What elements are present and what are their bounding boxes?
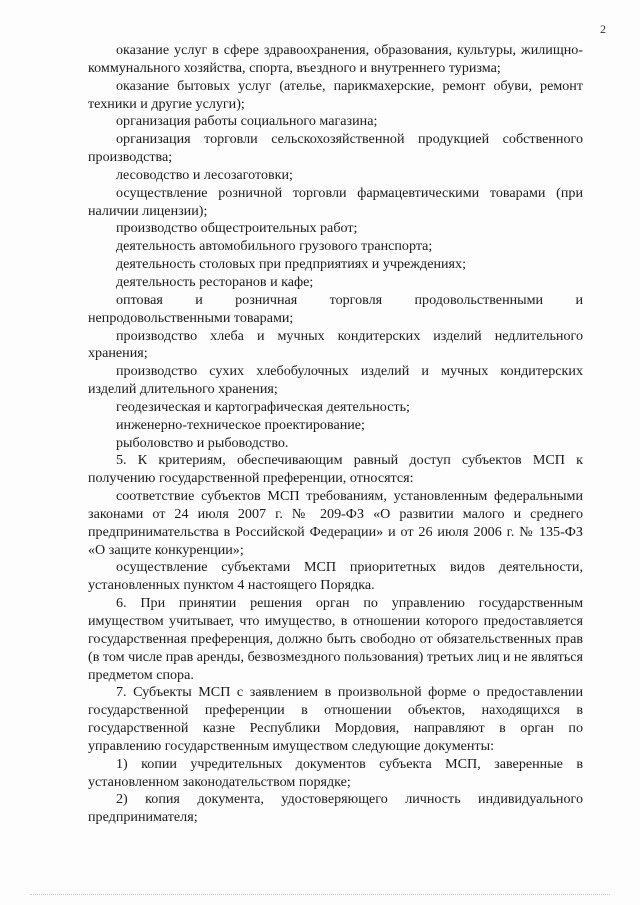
paragraph: деятельность автомобильного грузового транспорта; — [116, 238, 433, 255]
paragraph: оказание услуг в сфере здравоохранения, образования, культуры, жилищно-коммунального хозяйства, спорта, въездного и внутреннего туризма; — [88, 42, 583, 76]
paragraph: 5. К критериям, обеспечивающим равный доступ субъектов МСП к получению государственной преференции, относятся: — [88, 452, 583, 487]
document-body — [88, 42, 583, 827]
paragraph: лесоводство и лесозаготовки; — [116, 166, 293, 183]
paragraph: производство хлеба и мучных кондитерских изделий недлительного хранения; — [88, 327, 583, 362]
paragraph: оказание бытовых услуг (ателье, парикмахерские, ремонт обуви, ремонт техники и другие услуги); — [88, 77, 583, 112]
paragraph: осуществление субъектами МСП приоритетных видов деятельности, установленных пунктом 4 настоящего Порядка. — [88, 559, 583, 594]
paragraph: 1) копии учредительных документов субъекта МСП, заверенные в установленном законодательством порядке; — [88, 755, 583, 790]
paragraph: 6. При принятии решения орган по управлению государственным имуществом учитывает, что имущество, в отношении которого предоставляется государственная преференция, должно быть свободно от обязательственных прав (в том числе прав аренды, безвозмездного пользования) третьих лиц и не являться предметом спора. — [88, 595, 584, 683]
paragraph: 2) копия документа, удостоверяющего личность индивидуального предпринимателя; — [88, 791, 583, 826]
paragraph: 7. Субъекты МСП с заявлением в произвольной форме о предоставлении государственной преференции в отношении объектов, находящихся в государственной казне Республики Мордовия, направляют в орган по управлению государственным имуществом следующие документы: — [88, 684, 583, 754]
paragraph: организация торговли сельскохозяйственной продукцией собственного производства; — [88, 131, 583, 166]
paragraph: производство общестроительных работ; — [116, 220, 358, 237]
paragraph: оптовая и розничная торговля продовольственными и непродовольственными товарами; — [88, 291, 583, 326]
paragraph: соответствие субъектов МСП требованиям, установленным федеральными законами от 24 июля 2007 г. № 209-ФЗ «О развитии малого и среднего предпринимательства в Российской Федерации» и от 26 июля 2006 г. № 135-ФЗ «О защите конкуренции»; — [88, 488, 583, 558]
paragraph: рыболовство и рыбоводство. — [116, 434, 289, 451]
page-number: 2 — [600, 22, 606, 36]
paragraph: производство сухих хлебобулочных изделий и мучных кондитерских изделий длительного хранения; — [88, 363, 583, 398]
paragraph: осуществление розничной торговли фармацевтическими товарами (при наличии лицензии); — [88, 184, 583, 219]
paragraph: геодезическая и картографическая деятельность; — [116, 398, 410, 415]
scan-footer-line — [30, 894, 610, 895]
paragraph: деятельность столовых при предприятиях и учреждениях; — [116, 256, 467, 273]
paragraph: инженерно-техническое проектирование; — [116, 416, 365, 433]
paragraph: организация работы социального магазина; — [116, 113, 378, 130]
paragraph: деятельность ресторанов и кафе; — [116, 273, 314, 290]
